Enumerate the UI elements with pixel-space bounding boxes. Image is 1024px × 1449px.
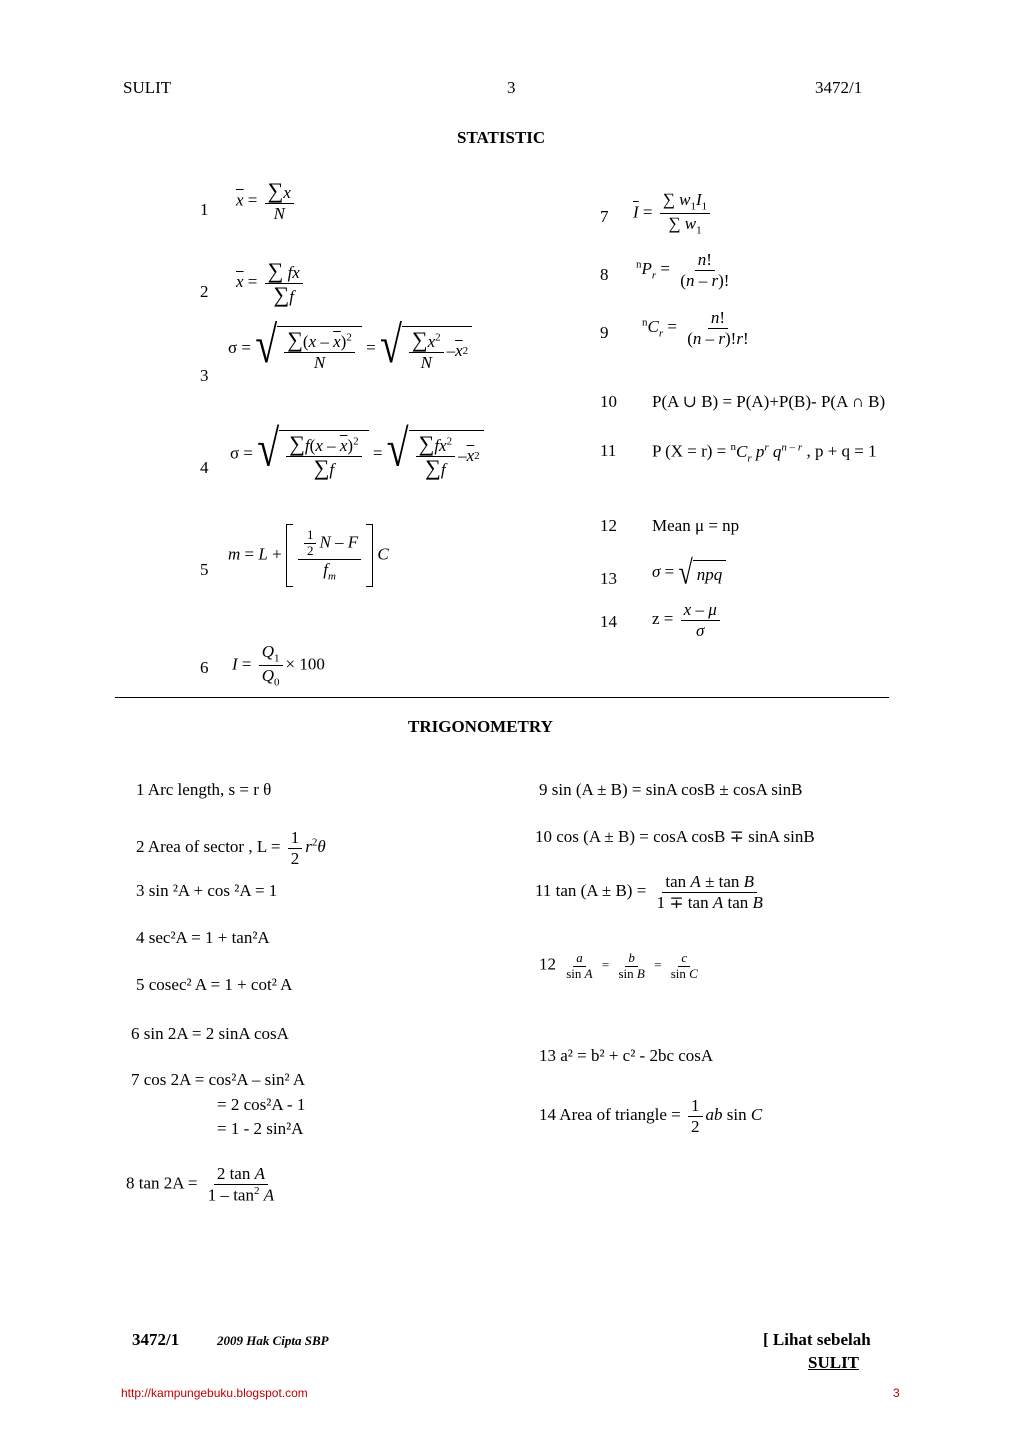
stat-num-12: 12 [600,516,617,535]
stat-num-2: 2 [200,282,209,301]
trig-double-cos-1: 7 cos 2A = cos²A – sin² A [131,1070,306,1089]
stat-num-11: 11 [600,441,617,460]
trig-double-sin: 6 sin 2A = 2 sinA cosA [131,1024,289,1043]
footer-copyright: 2009 Hak Cipta SBP [217,1333,329,1348]
footer-sulit: SULIT [808,1353,860,1372]
trig-compound-cos: 10 cos (A ± B) = cosA cosB ∓ sinA sinB [535,827,815,846]
stat-num-5: 5 [200,560,209,579]
trig-compound-tan: 11 tan (A ± B) = $\frac{\text{tan A ± tan B}}{\text{1 ∓ tan A tan B}}$ [535,872,763,912]
sine-rule-num: 12 [539,954,556,974]
formula-mean: $\overline{x}$ = $\frac{\sum x}{N}$ [236,180,297,223]
section-divider [115,697,889,698]
formula-z-score: z = $\frac{x - \mu}{\sigma}$ [652,600,723,640]
trig-sine-rule: 12 $\frac{a}{\text{sin A}}$ = $\frac{b}{\text{sin B}}$ = $\frac{c}{\text{sin C}}$ [539,950,698,981]
formula-binomial: P $(X = r) = ^nC_r$ $p^r$ $q^{n - r}$ , p + q = 1 [652,441,877,465]
formula-sd-binomial: σ = √ npq [652,560,726,586]
formula-permutation: $^nP_r$ = $\frac{n!}{(n - r)!}$ [636,250,730,290]
binomial-left: P (X = r) = [652,441,727,461]
formula-composite-index: $\overline{I}$ = $\frac{\sum w_1I_1}{\sum w_1}$ [633,190,713,237]
page-number: 3 [507,78,516,97]
trig-double-cos-2: = 2 cos²A - 1 [217,1095,306,1114]
formula-mean-binomial: Mean μ = np [652,516,740,535]
header-left: SULIT [123,78,172,97]
formula-sd-freq: σ = √ $\frac{\sum f(x - \overline{x})^2}{\sum f}$ = √ $\frac{\sum fx^2}{\sum f}$ – $\overline{x}$ 2 [230,430,484,479]
stat-num-6: 6 [200,658,209,677]
double-tan-label: 8 tan 2A = [126,1173,198,1193]
trig-area-triangle: 14 Area of triangle = $\frac{1}{2}$ ab sin C [539,1096,763,1136]
stat-num-14: 14 [600,612,617,631]
stat-num-13: 13 [600,569,617,588]
formula-index: I = $\frac{Q_1}{Q_0}$ × 100 [232,642,325,689]
source-url[interactable]: http://kampungebuku.blogspot.com [121,1386,308,1400]
stat-num-3: 3 [200,366,209,385]
compound-tan-label: 11 tan (A ± B) = [535,880,647,900]
stat-num-8: 8 [600,265,609,284]
footer-page-number: 3 [893,1386,900,1400]
area-triangle-label: 14 Area of triangle = [539,1104,681,1124]
trig-identity-4: 4 sec²A = 1 + tan²A [136,928,270,947]
footer-code: 3472/1 [132,1330,180,1349]
stat-num-4: 4 [200,458,209,477]
paper-code: 3472/1 [815,78,863,97]
z-label: z = [652,608,674,628]
formula-median: m = L + $\frac{1}{2}$ N – F $f_m$ C [228,524,389,587]
trig-compound-sin: 9 sin (A ± B) = sinA cosB ± cosA sinB [539,780,803,799]
stat-num-9: 9 [600,323,609,342]
trig-double-cos-3: = 1 - 2 sin²A [217,1119,304,1138]
formula-mean-freq: $\overline{x}$ = $\frac{\sum fx}{\sum f}$ [236,260,306,306]
trig-identity-3: 3 sin ²A + cos ²A = 1 [136,881,278,900]
statistic-title: STATISTIC [457,128,546,147]
stat-num-1: 1 [200,200,209,219]
stat-num-7: 7 [600,207,609,226]
formula-combination: $^nC_r$ = $\frac{n!}{(n - r)!r!}$ [642,308,749,348]
footer-next-page: [ Lihat sebelah [763,1330,871,1349]
trig-area-sector: 2 Area of sector , L = $\frac{1}{2}$ $r^2\theta$ [136,828,326,868]
stat-num-10: 10 [600,392,617,411]
trig-cosine-rule: 13 a² = b² + c² - 2bc cosA [539,1046,714,1065]
trig-identity-5: 5 cosec² A = 1 + cot² A [136,975,293,994]
binomial-right: , p + q = 1 [806,441,877,461]
formula-union: P(A ∪ B) = P(A)+P(B)- P(A ∩ B) [652,392,886,411]
trig-double-tan: 8 tan 2A = $\frac{\text{2 tan A}}{1 - \tan^2 A}$ [126,1164,275,1205]
trigonometry-title: TRIGONOMETRY [408,717,553,736]
area-sector-label: 2 Area of sector , L = [136,836,281,856]
formula-sd: σ = √ $\frac{\sum(x - \overline{x})^2}{N}$ = √ $\frac{\sum x^2}{N}$ – $\overline{x}$ 2 [228,326,472,372]
trig-arc-length: 1 Arc length, s = r θ [136,780,272,799]
